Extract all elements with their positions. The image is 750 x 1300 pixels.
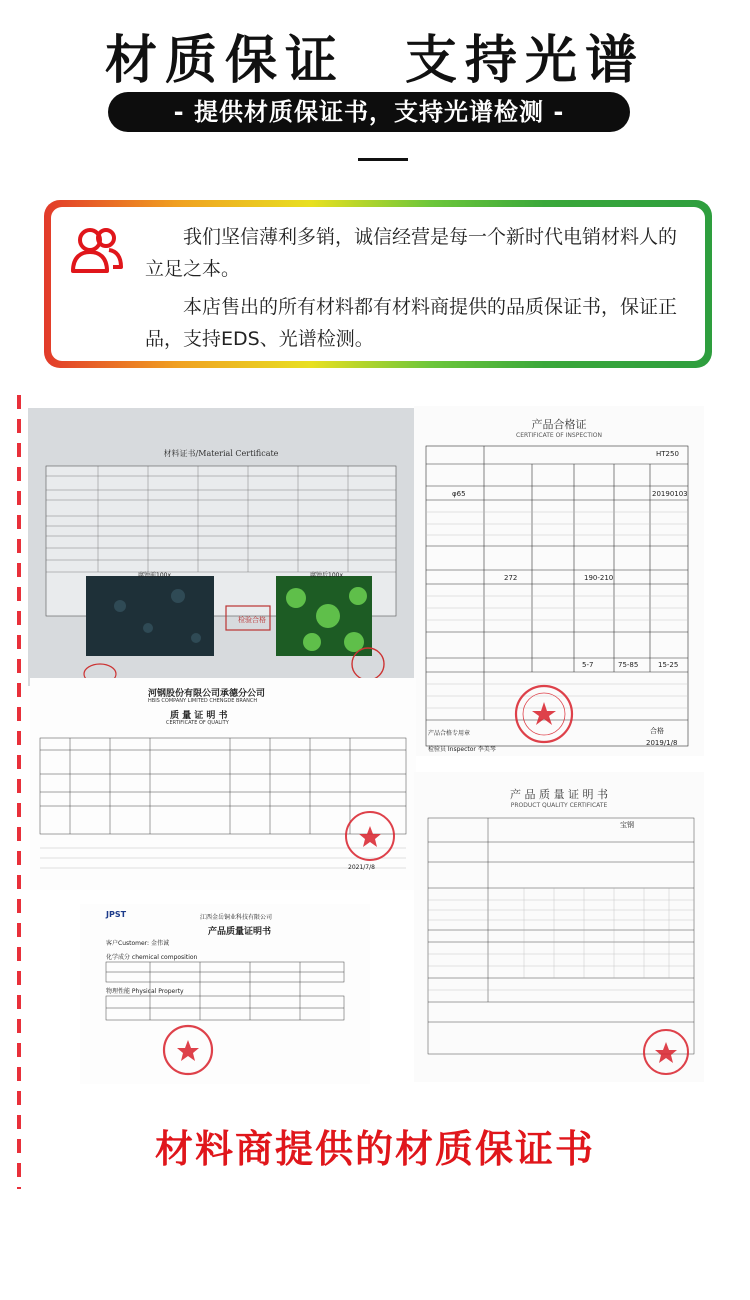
- jiangxi-certificate: [80, 904, 370, 1084]
- steel-cert-table: [30, 730, 416, 880]
- jiangxi-section-1: 化学成分 chemical composition: [106, 954, 198, 961]
- notice-text: [145, 221, 695, 355]
- jiangxi-section-2: 物理性能 Physical Property: [106, 988, 184, 995]
- certificate-collage: [16, 392, 718, 1192]
- product-cert-subtitle: CERTIFICATE OF INSPECTION: [516, 432, 602, 439]
- title-divider: [358, 158, 408, 161]
- jiangxi-customer: 客户Customer: 金伟诚: [106, 940, 169, 947]
- notice-paragraph-1: 我们坚信薄利多销，诚信经营是每一个新时代电销材料人的立足之本。: [145, 226, 678, 280]
- product-date: 2019/1/8: [646, 739, 678, 747]
- notice-inner: [51, 207, 705, 361]
- quality-cert-title: 产 品 质 量 证 明 书: [510, 788, 608, 801]
- product-ferrite: 75-85: [618, 661, 639, 669]
- jiangxi-title: 产品质量证明书: [208, 927, 272, 937]
- steel-company-en: HBIS COMPANY LIMITED CHENGDE BRANCH: [148, 698, 258, 704]
- page-title: 材质保证 支持光谱: [104, 30, 645, 91]
- collage-caption: 材料商提供的材质保证书: [154, 1126, 595, 1171]
- product-tensile: 272: [504, 574, 518, 582]
- product-spec: HT250: [656, 450, 679, 458]
- micro-label-before: 腐蚀前100x: [138, 572, 172, 579]
- jiangxi-cert-table: [80, 904, 370, 1084]
- product-pearlite: 15-25: [658, 661, 679, 669]
- product-result: 合格: [650, 727, 664, 735]
- jiangxi-company: 江西金岳铜业科技有限公司: [200, 914, 273, 921]
- notice-box: [44, 200, 712, 368]
- product-hardness: 190-210: [584, 574, 614, 582]
- steel-certificate: [30, 678, 416, 890]
- product-inspector: 检验员 Inspector 李美琴: [428, 746, 496, 753]
- material-certificate: [28, 408, 414, 686]
- product-seal-label: 产品合格专用章: [428, 730, 471, 737]
- jiangxi-brand: JPST: [106, 910, 127, 919]
- inspection-stamp: 检验合格: [238, 616, 266, 624]
- steel-title-en: CERTIFICATE OF QUALITY: [166, 720, 229, 726]
- quality-cert-table: [414, 812, 704, 1082]
- steel-title: 质 量 证 明 书: [170, 711, 228, 721]
- material-cert-table: [28, 456, 414, 686]
- product-cert-table: [414, 436, 704, 756]
- steel-company: 河钢股份有限公司承德分公司: [148, 689, 266, 699]
- user-group-icon: [69, 223, 125, 279]
- product-size: φ65: [452, 490, 466, 498]
- product-batch: 20190103: [652, 490, 688, 498]
- product-cert-title: 产品合格证: [531, 418, 587, 431]
- quality-brand: 宝钢: [620, 821, 634, 829]
- quality-certificate: [414, 772, 704, 1082]
- material-cert-title: 材料证书/Material Certificate: [163, 449, 279, 458]
- quality-cert-subtitle: PRODUCT QUALITY CERTIFICATE: [510, 802, 608, 809]
- notice-paragraph-2: 本店售出的所有材料都有材料商提供的品质保证书，保证正品，支持EDS、光谱检测。: [145, 296, 678, 350]
- product-certificate: [414, 406, 704, 756]
- micro-label-after: 腐蚀后100x: [310, 572, 344, 579]
- product-graphite: 5-7: [582, 661, 594, 669]
- steel-date: 2021/7/8: [348, 864, 375, 871]
- subtitle-banner: - 提供材质保证书，支持光谱检测 -: [108, 92, 630, 132]
